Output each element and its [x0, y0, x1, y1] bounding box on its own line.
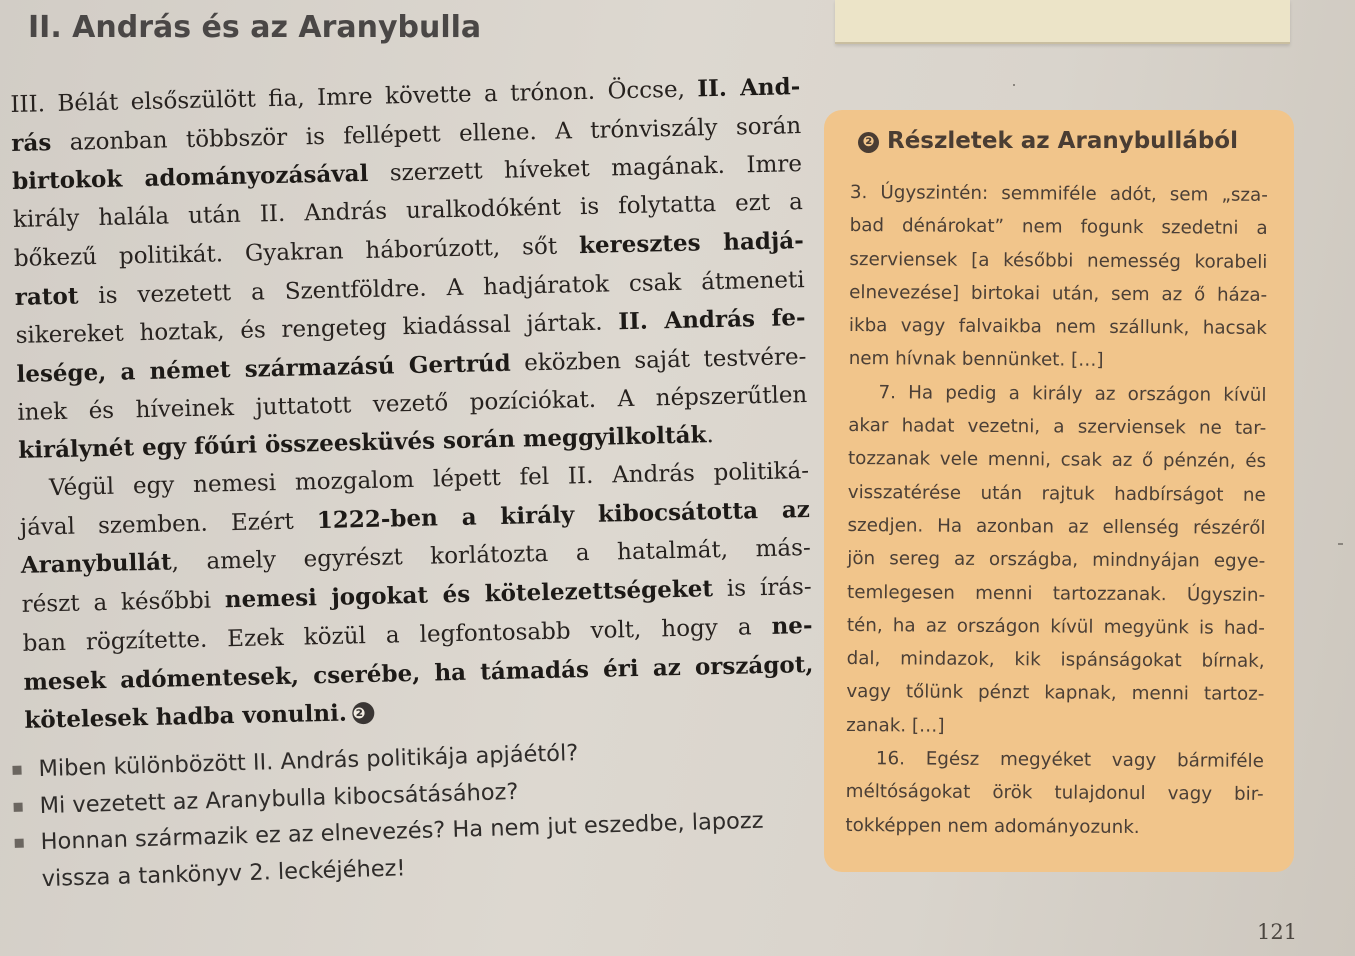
bold-term: királynét egy főúri összeesküvés során meggyilkolták: [17, 421, 707, 465]
excerpt-line: szerviensek [a későbbi nemesség korabeli: [849, 248, 1268, 273]
excerpt-line: jön sereg az országba, mindnyájan egye-: [847, 548, 1266, 573]
speck-mark: [1013, 84, 1015, 86]
source-box-title-text: Részletek az Aranybullából: [887, 128, 1238, 154]
text-run: ban rögzítette. Ezek közül a legfontosabb volt, hogy a: [22, 613, 772, 657]
bold-term: kötelesek hadba vonulni.: [24, 699, 348, 735]
excerpt-line: 16. Egész megyéket vagy bármiféle: [875, 748, 1264, 772]
bold-term: rás: [10, 128, 52, 157]
text-run: sikereket hoztak, és rengeteg kiadással jártak.: [15, 309, 619, 350]
bold-term: Aranybullát: [20, 548, 172, 580]
text-run: Végül egy nemesi mozgalom lépett fel II. András politiká-: [48, 458, 810, 502]
page-number: 121: [1257, 920, 1298, 944]
text-run: eközben saját testvére-: [510, 343, 807, 377]
main-text: [10, 68, 815, 741]
section-heading: II. András és az Aranybulla: [28, 10, 482, 45]
question-text: vissza a tankönyv 2. leckéjéhez!: [41, 854, 406, 892]
excerpt-line: 7. Ha pedig a király az országon kívül: [878, 381, 1267, 406]
excerpt-line: zanak. […]: [846, 714, 945, 737]
bold-term: ne-: [771, 611, 813, 640]
excerpt-line: elnevezése] birtokai után, sem az ő háza-: [849, 281, 1268, 306]
review-questions: [10, 729, 804, 898]
bold-term: ratot: [14, 282, 79, 311]
text-run: részt a későbbi: [21, 587, 226, 619]
excerpt-line: 3. Úgyszintén: semmiféle adót, sem „sza-: [849, 181, 1268, 206]
text-run: , amely egyrészt korlátozta a hatalmát, más-: [171, 535, 811, 576]
excerpt-line: dal, mindazok, kik ispánságokat bírnak,: [846, 648, 1265, 673]
bold-term: lesége, a német származású Gertrúd: [16, 349, 512, 388]
text-run: király halála után II. András uralkodóként is folytatta ezt a: [12, 189, 804, 234]
text-run: bőkezű politikát. Gyakran háborúzott, sőt: [13, 232, 580, 272]
excerpt-line: visszatérése után rajtuk hadbírságot ne: [847, 481, 1266, 506]
excerpt-line: temlegesen menni tartozzanak. Úgyszin-: [847, 581, 1266, 606]
text-run: is vezetett a Szentföldre. A hadjáratok csak átmeneti: [78, 266, 805, 310]
bold-term: mesek adómentesek, cserébe, ha támadás éri az országot,: [23, 650, 814, 696]
previous-box-edge: [835, 0, 1290, 44]
margin-dash: [1338, 543, 1343, 545]
source-excerpt: [845, 176, 1268, 845]
bold-term: nemesi jogokat és kötelezettségeket: [224, 575, 714, 614]
source-box-title: [858, 128, 1238, 154]
text-run: .: [706, 422, 715, 449]
text-run: inek és híveinek juttatott vezető pozíciókat. A népszerűtlen: [17, 381, 808, 426]
excerpt-line: nem hívnak bennünket. […]: [848, 348, 1104, 372]
number-2-icon: ❷: [858, 132, 879, 153]
excerpt-line: tén, ha az országon kívül megyünk is had-: [846, 614, 1265, 639]
excerpt-line: tozzanak vele menni, csak az ő pénzén, és: [847, 448, 1267, 473]
question-text: Miben különbözött II. András politikája apjáétól?: [38, 740, 579, 783]
bold-term: II. András fe-: [618, 304, 806, 336]
excerpt-line: vagy tőlünk pénzt kapnak, menni tartoz-: [846, 681, 1265, 706]
bold-term: birtokok adományozásával: [11, 160, 369, 196]
text-run: is írás-: [712, 574, 812, 603]
excerpt-line: méltóságokat örök tulajdonul vagy bir-: [845, 781, 1264, 806]
excerpt-line: akar hadat vezetni, a szerviensek ne tar-: [848, 415, 1267, 439]
text-run: III. Bélát elsőszülött fia, Imre követte a trónon. Öccse,: [10, 76, 698, 118]
excerpt-line: tokképpen nem adományozunk.: [845, 814, 1140, 838]
bold-term: keresztes hadjá-: [578, 226, 804, 259]
question-text: Mi vezetett az Aranybulla kibocsátásához?: [39, 778, 519, 819]
excerpt-line: bad dénárokat” nem fogunk szedetni a: [849, 215, 1268, 240]
question-text: Honnan származik ez az elnevezés? Ha nem jut eszedbe, lapozz: [40, 807, 764, 856]
excerpt-line: szedjen. Ha azonban az ellenség részéről: [847, 514, 1266, 539]
bold-term: 1222-ben a király kibocsátotta az: [316, 495, 811, 534]
excerpt-line: ikba vagy falvaikba nem szállunk, hacsak: [848, 315, 1268, 340]
text-run: azonban többször is fellépett ellene. A trónviszály során: [50, 112, 802, 156]
square-bullet-icon: [12, 766, 21, 775]
text-run: szerzett híveket magának. Imre: [367, 151, 803, 188]
number-2-icon: ❷: [353, 702, 375, 724]
square-bullet-icon: [13, 802, 22, 811]
bold-term: II. And-: [697, 73, 801, 103]
text-run: jával szemben. Ezért: [19, 507, 318, 541]
square-bullet-icon: [15, 839, 24, 848]
